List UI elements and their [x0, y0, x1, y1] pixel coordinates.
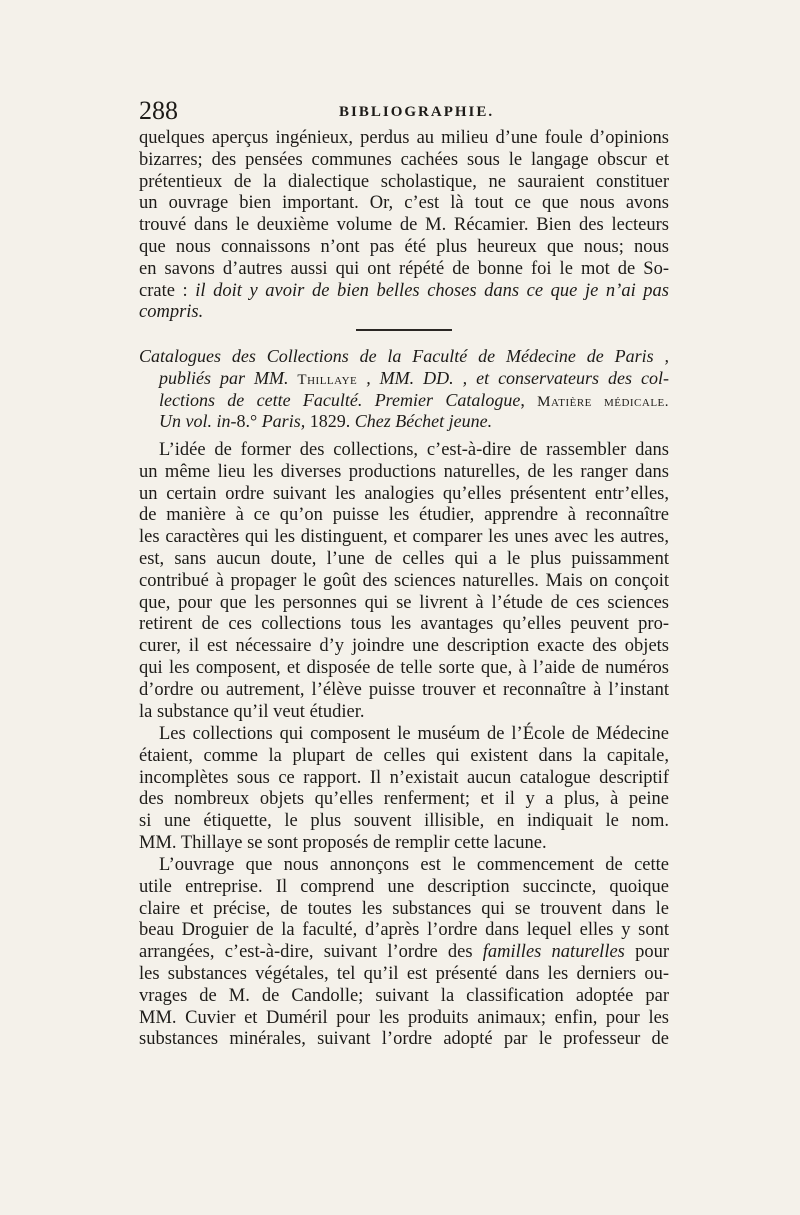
- text-line: d’ordre ou autrement, l’élève puisse trouver et reconnaître à l’instant: [139, 679, 669, 700]
- text-span: crate :: [139, 280, 196, 301]
- section-divider: [356, 329, 452, 331]
- publisher: Chez Béchet jeune.: [354, 411, 493, 432]
- text-span: lections de cette Faculté. Premier Catalogue: [159, 389, 521, 410]
- text-line: vrages de M. de Candolle; suivant la classification adoptée par: [139, 985, 669, 1006]
- text-span: arrangées, c’est-à-dire, suivant l’ordre des: [139, 942, 483, 963]
- text-line: L’ouvrage que nous annonçons est le commencement de cette: [159, 855, 669, 875]
- text-line: substances minérales, suivant l’ordre adopté par le professeur de: [139, 1029, 669, 1050]
- entry-title-line: Catalogues des Collections de la Faculté de Médecine de Paris ,: [139, 346, 669, 366]
- text-line: qui les composent, et disposée de telle sorte que, à l’aide de numéros: [139, 657, 669, 678]
- text-span: , MM. DD. , et conservateurs des col-: [357, 367, 669, 388]
- paragraph-3: [139, 855, 669, 1051]
- text-line: incomplètes sous ce rapport. Il n’existait aucun catalogue descriptif: [139, 767, 669, 788]
- text-line: est, sans aucun doute, l’une de celles qui a le plus puissamment: [139, 548, 669, 569]
- text-line: utile entreprise. Il comprend une description succincte, quoique: [139, 876, 669, 897]
- intro-paragraph: [139, 128, 669, 324]
- text-span: 8.°: [236, 411, 262, 432]
- running-head: BIBLIOGRAPHIE.: [339, 104, 495, 120]
- text-line: Les collections qui composent le muséum de l’École de Médecine: [159, 724, 669, 744]
- text-line: un certain ordre suivant les analogies qu’elles présentent entr’elles,: [139, 483, 669, 504]
- text-line: bizarres; des pensées communes cachées sous le langage obscur et: [139, 149, 669, 170]
- text-line: trouvé dans le deuxième volume de M. Récamier. Bien des lecteurs: [139, 215, 669, 236]
- text-line: [139, 942, 669, 964]
- text-line: si une étiquette, le plus souvent illisible, en indiquait le nom.: [139, 811, 669, 832]
- text-line: L’idée de former des collections, c’est-à-dire de rassembler dans: [159, 440, 669, 460]
- page-number: 288: [139, 96, 178, 125]
- text-line: claire et précise, de toutes les substances qui se trouvent dans le: [139, 898, 669, 919]
- text-line: retirent de ces collections tous les avantages qu’elles peuvent pro-: [139, 614, 669, 635]
- entry-title-line: [139, 368, 669, 390]
- text-span: publiés par: [159, 367, 254, 388]
- text-span: Paris,: [261, 411, 310, 432]
- text-line: que nous connaissons n’ont pas été plus heureux que nous; nous: [139, 236, 669, 257]
- text-line: beau Droguier de la faculté, d’après l’ordre dans lequel elles y sont: [139, 920, 669, 941]
- text-line: la substance qu’il veut étudier.: [139, 701, 365, 722]
- entry-title-line: [139, 411, 669, 433]
- text-line: que, pour que les personnes qui se livrent à l’étude de ces sciences: [139, 592, 669, 613]
- text-line: MM. Cuvier et Duméril pour les produits animaux; enfin, pour les: [139, 1007, 669, 1028]
- text-line: MM. Thillaye se sont proposés de remplir cette lacune.: [139, 832, 547, 853]
- text-line: prétentieux de la dialectique scholastique, ne sauraient constituer: [139, 171, 669, 192]
- italic-term: familles naturelles: [482, 942, 625, 963]
- text-line: un ouvrage bien important. Or, c’est là tout ce que nous avons: [139, 193, 669, 214]
- bibliographic-entry: [139, 346, 669, 433]
- text-span: Un vol. in-: [159, 411, 237, 432]
- text-line: les substances végétales, tel qu’il est présenté dans les derniers ou-: [139, 963, 669, 984]
- text-line: compris.: [139, 302, 204, 323]
- text-line: les caractères qui les distinguent, et comparer les unes avec les autres,: [139, 527, 669, 548]
- text-line: de manière à ce qu’on puisse les étudier, apprendre à reconnaître: [139, 505, 669, 526]
- text-span: pour: [624, 942, 669, 963]
- text-line: un même lieu les diverses productions naturelles, de les ranger dans: [139, 461, 669, 482]
- text-line: contribué à propager le goût des sciences naturelles. Mais on conçoit: [139, 570, 669, 591]
- text-line: curer, il est nécessaire d’y joindre une description exacte des objets: [139, 636, 669, 657]
- text-span: ,: [520, 389, 538, 410]
- text-span: 1829.: [309, 411, 355, 432]
- author-name: Thillaye: [297, 371, 358, 388]
- text-line: étaient, comme la plupart de celles qui existent dans la capitale,: [139, 745, 669, 766]
- socrates-quote: il doit y avoir de bien belles choses dans ce que je n’ai pas: [195, 280, 669, 301]
- text-line: [139, 281, 669, 303]
- paragraph-1: [139, 440, 669, 723]
- entry-title-line: [139, 390, 669, 412]
- text-line: des nombreux objets qu’elles renferment; et il y a plus, à peine: [139, 789, 669, 810]
- text-span: MM.: [253, 367, 298, 388]
- page-header: [139, 96, 669, 126]
- text-line: en savons d’autres aussi qui ont répété de bonne foi le mot de So-: [139, 258, 669, 279]
- subject-label: Matière médicale.: [537, 393, 670, 410]
- paragraph-2: [139, 724, 669, 855]
- text-line: quelques aperçus ingénieux, perdus au milieu d’une foule d’opinions: [139, 128, 669, 148]
